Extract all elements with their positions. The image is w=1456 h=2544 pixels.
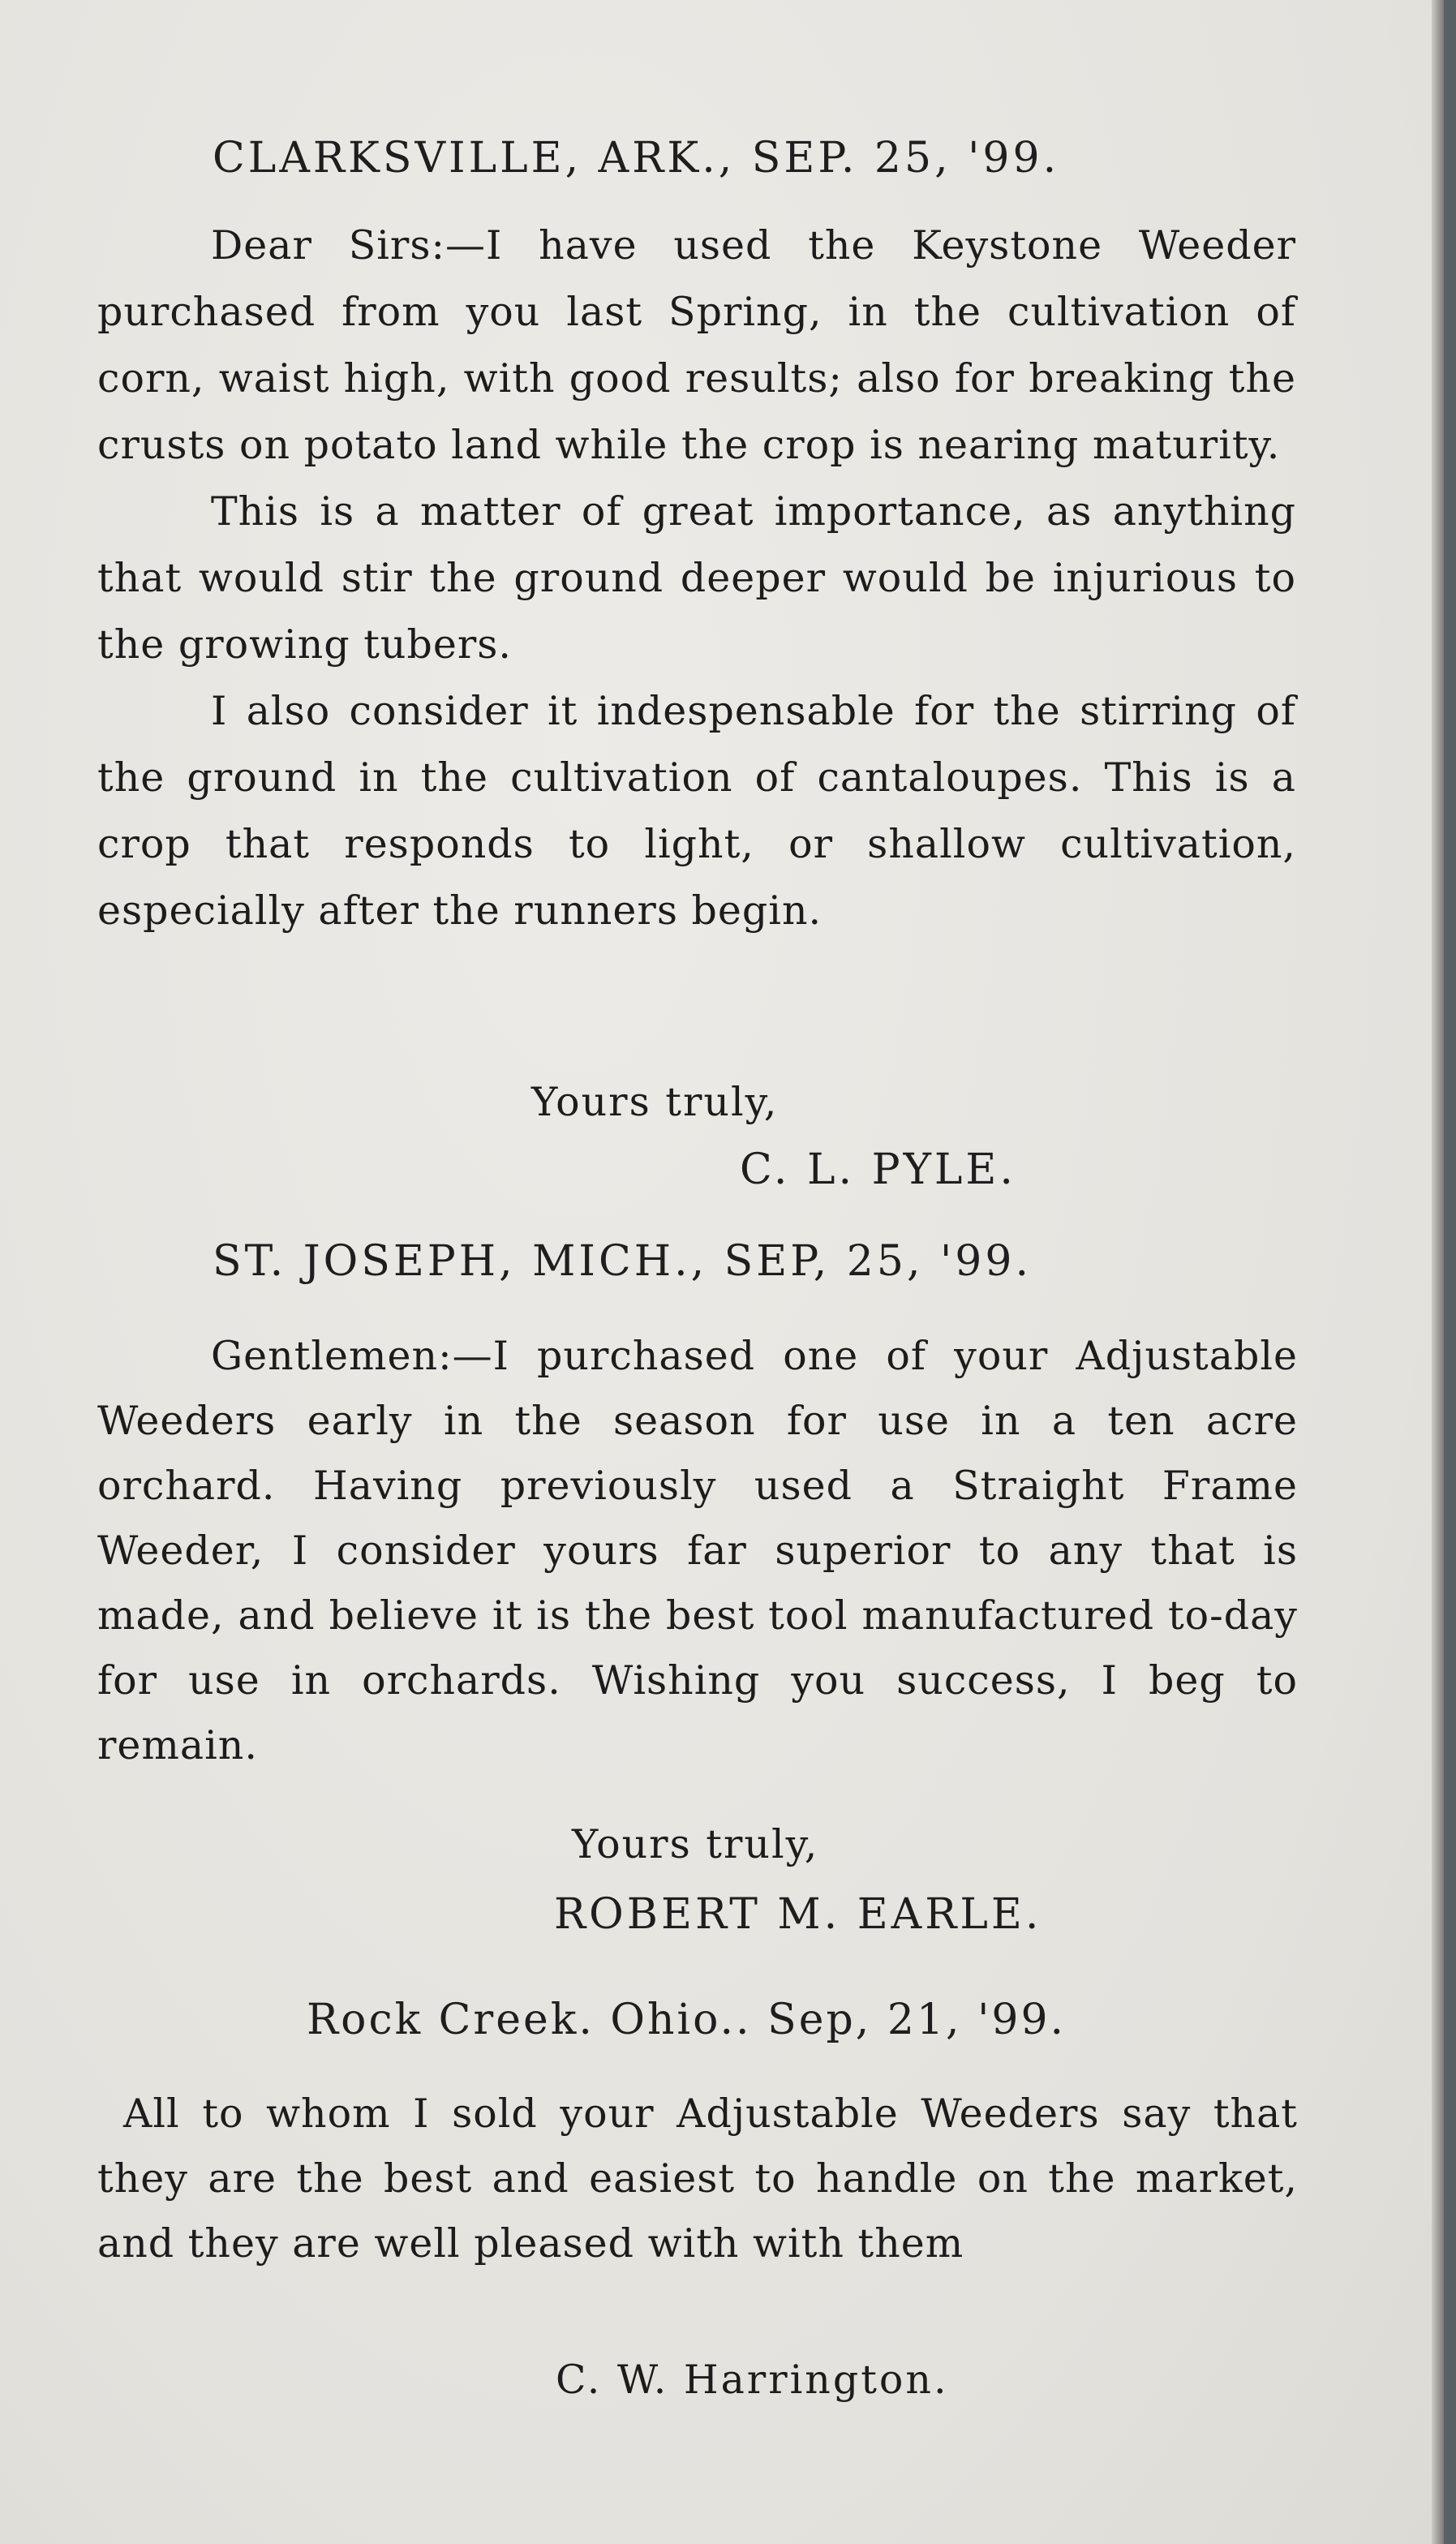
- letter-paragraph: Dear Sirs:—I have used the Keystone Weeder purchased from you last Spring, in the cultivation of corn, waist high, with good results; also for breaking the crusts on potato land while the crop is nearing maturity.: [97, 222, 1296, 468]
- letter-signature: C. W. Harrington.: [556, 2357, 949, 2403]
- letter-signature: C. L. PYLE.: [740, 1145, 1016, 1194]
- letter-closing: Yours truly,: [572, 1821, 819, 1867]
- page-edge: [1432, 0, 1444, 2544]
- letter-paragraph: All to whom I sold your Adjustable Weeders say that they are the best and easiest to handle on the market, and they are well pleased with with them: [97, 2091, 1298, 2267]
- letter-body: [97, 2082, 1298, 2276]
- letter-signature: ROBERT M. EARLE.: [554, 1890, 1042, 1939]
- letter-heading: CLARKSVILLE, ARK., SEP. 25, '99.: [213, 134, 1060, 183]
- letter-body: [97, 1324, 1298, 1778]
- letter-paragraph: Gentlemen:—I purchased one of your Adjustable Weeders early in the season for use in a ten acre orchard. Having previously used a Straight Frame Weeder, I consider yours far superior to any that is made, and believe it is the best tool manufactured to-day for use in orchards. Wishing you success, I beg to remain.: [97, 1333, 1298, 1768]
- letter-heading: ST. JOSEPH, MICH., SEP, 25, '99.: [213, 1237, 1032, 1286]
- letter-body: [97, 213, 1296, 944]
- letter-heading: Rock Creek. Ohio.. Sep, 21, '99.: [307, 1996, 1067, 2044]
- letter-paragraph: I also consider it indespensable for the stirring of the ground in the cultivation of cantaloupes. This is a crop that responds to light, or shallow cultivation, especially after the runners begin.: [97, 688, 1296, 934]
- letter-paragraph: This is a matter of great importance, as anything that would stir the ground deeper would be injurious to the growing tubers.: [97, 488, 1296, 668]
- letter-closing: Yours truly,: [531, 1079, 779, 1125]
